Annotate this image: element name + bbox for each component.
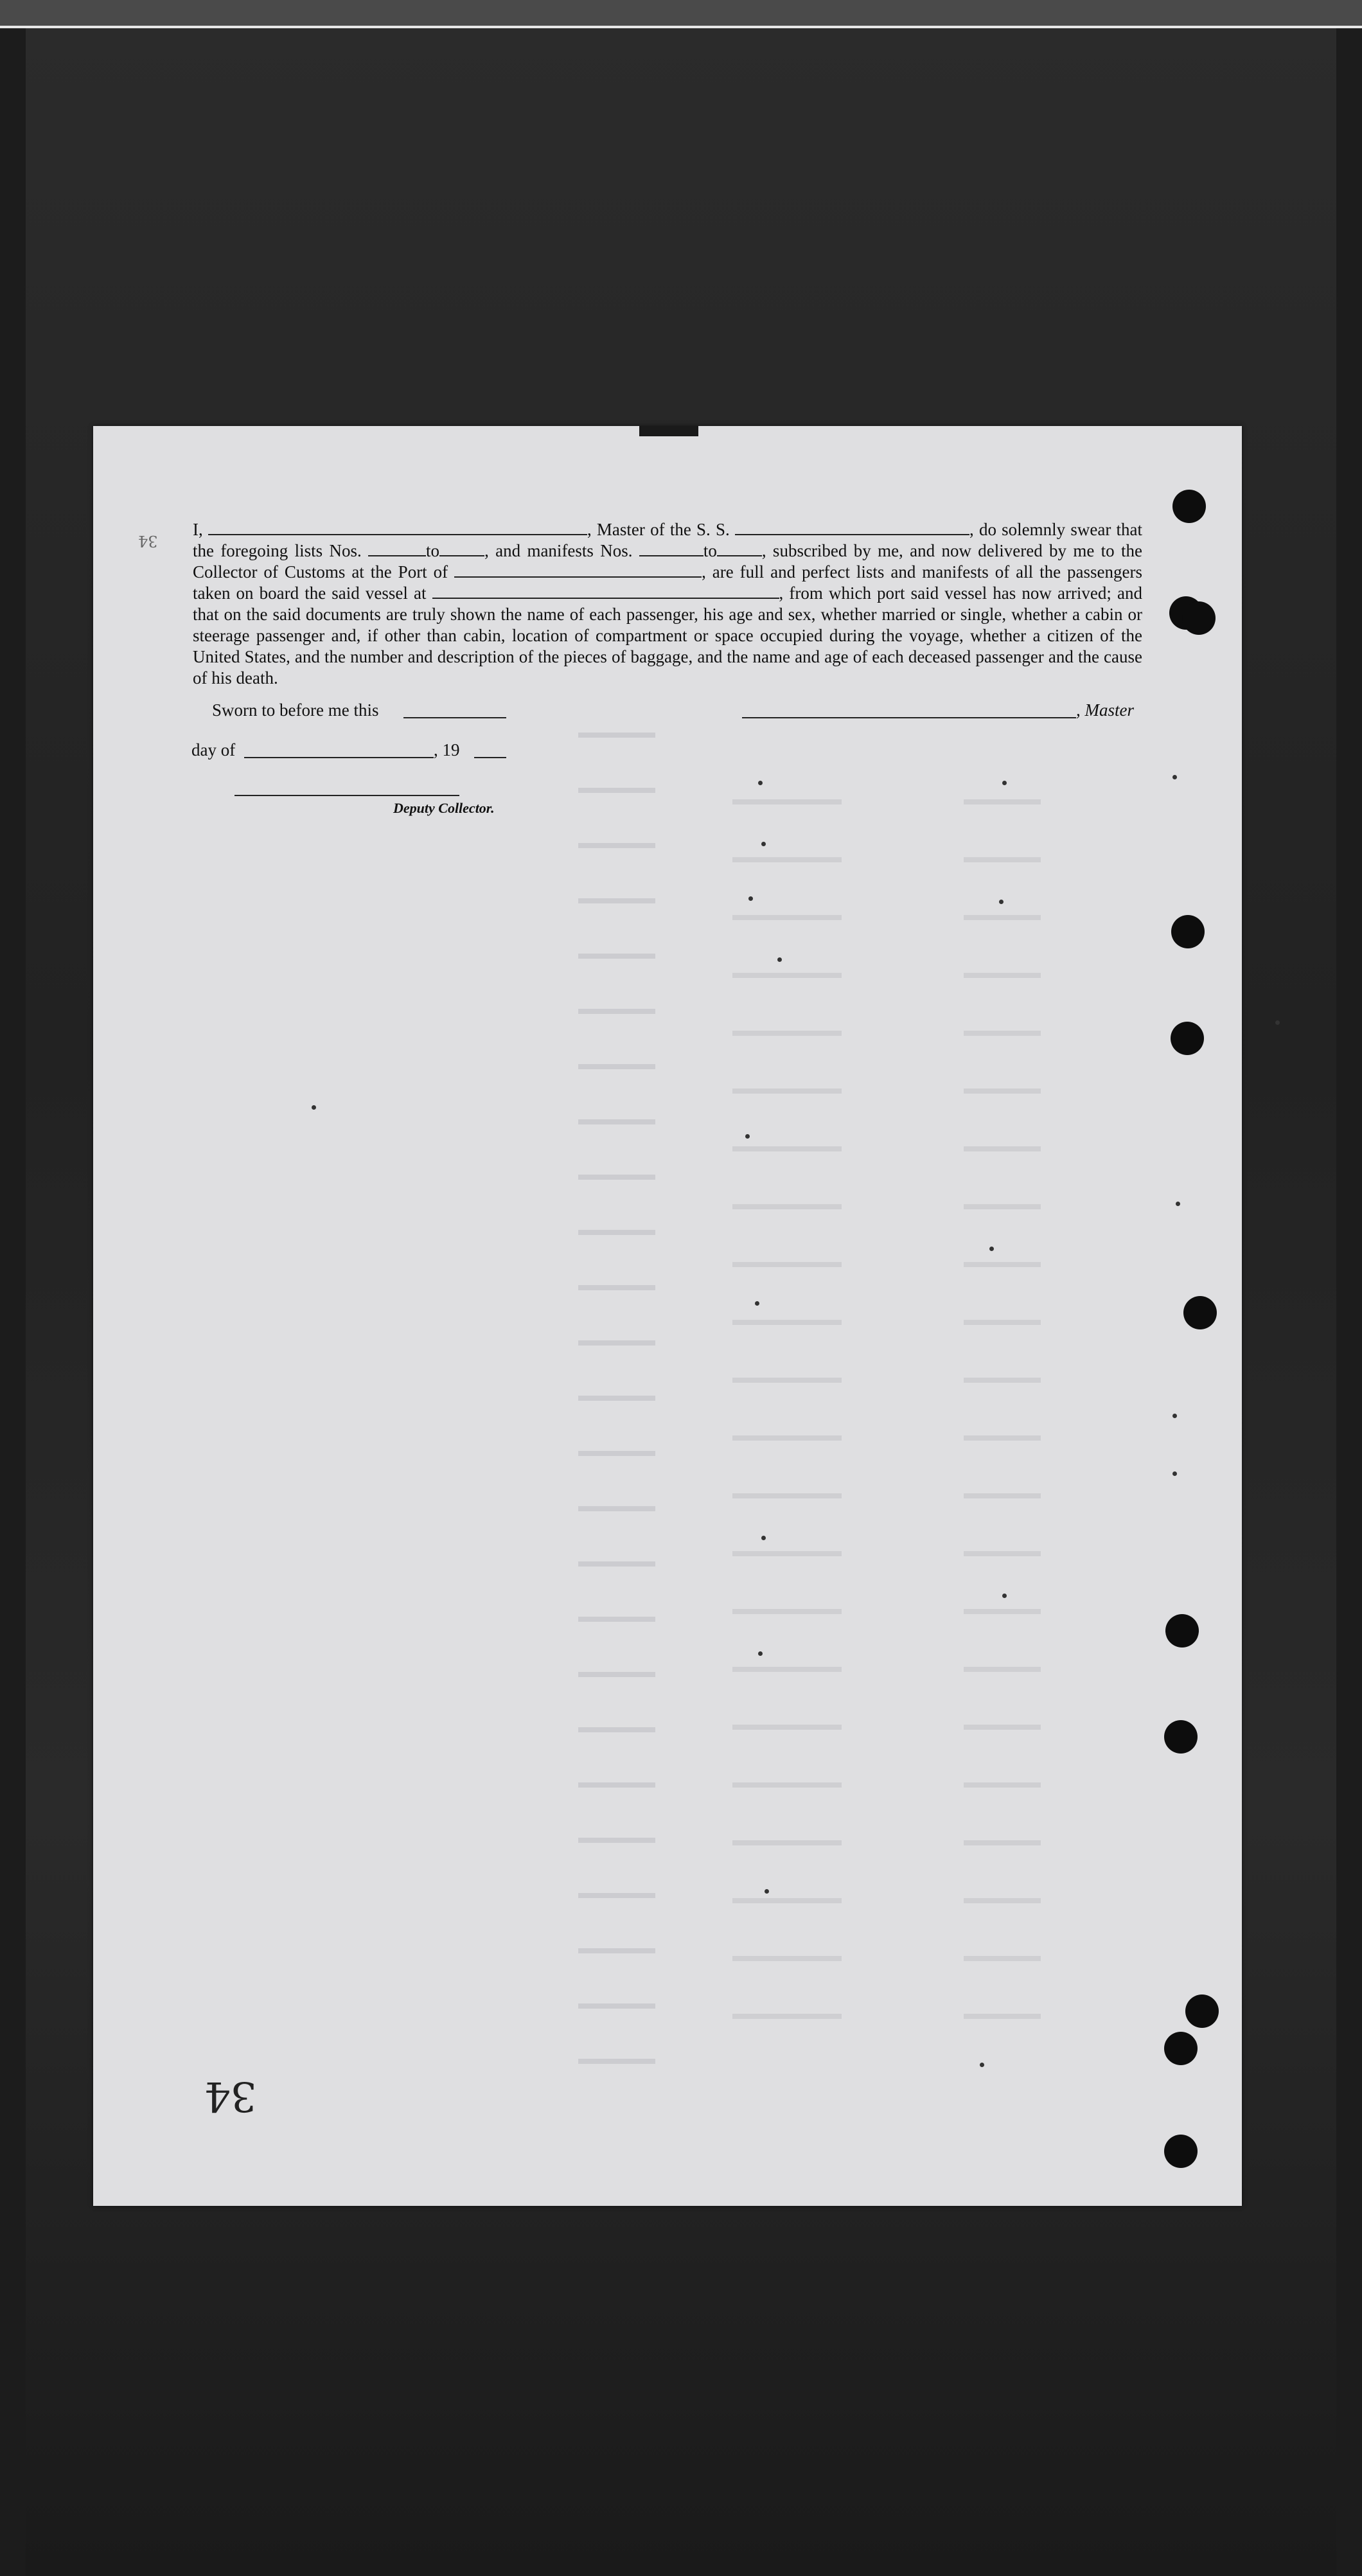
master-label — [1076, 700, 1134, 720]
punch-hole — [1183, 1296, 1217, 1329]
ink-speck — [745, 1134, 750, 1139]
handwritten-margin-mark: 34 — [138, 532, 158, 550]
ink-speck — [1275, 1020, 1280, 1025]
day-of-line — [244, 757, 434, 758]
handwritten-page-number: 34 — [204, 2072, 257, 2120]
bleed-through-column — [732, 771, 842, 2069]
ink-speck — [761, 1536, 766, 1540]
ink-speck — [758, 781, 763, 785]
oath-text-2: , Master of the S. S. — [587, 520, 730, 539]
ink-speck — [1002, 781, 1007, 785]
lists-to-blank — [439, 542, 484, 556]
deputy-collector-label: Deputy Collector. — [393, 800, 495, 816]
ink-speck — [748, 896, 753, 901]
ink-speck — [758, 1651, 763, 1656]
ink-speck — [1172, 775, 1177, 779]
oath-text-5: , and manifests Nos. — [484, 541, 633, 560]
oath-text-7: , subscribed by me, and now delivered by me to the Collector of Customs at the Port of — [193, 541, 1142, 582]
ink-speck — [980, 2063, 984, 2067]
oath-text-1: I, — [193, 520, 203, 539]
document-sheet — [93, 426, 1242, 2206]
oath-text-8: , are full and perfect lists and manifests of all the passengers taken on board the said vessel at — [193, 562, 1142, 603]
binding-tab — [639, 426, 698, 436]
deputy-signature-line — [234, 795, 459, 796]
bleed-through-column — [578, 707, 655, 2069]
oath-text-3: , do solemnly swear that the foregoing lists Nos. — [193, 520, 1143, 560]
punch-hole — [1165, 1614, 1199, 1648]
master-name-blank — [208, 521, 587, 535]
sworn-label: Sworn to before me this — [212, 700, 379, 720]
punch-hole — [1172, 490, 1206, 523]
master-label-text: , Master — [1076, 700, 1134, 720]
ink-speck — [765, 1889, 769, 1894]
oath-text-4: to — [426, 541, 440, 560]
ink-speck — [312, 1105, 316, 1110]
vessel-name-blank — [735, 521, 969, 535]
punch-hole — [1182, 601, 1216, 635]
ink-speck — [999, 900, 1004, 904]
sworn-date-line — [403, 717, 506, 718]
punch-hole — [1171, 1022, 1204, 1055]
punch-hole — [1164, 1720, 1198, 1754]
punch-hole — [1171, 915, 1205, 948]
scan-top-edge — [0, 0, 1362, 28]
departure-port-blank — [432, 585, 779, 599]
ink-speck — [755, 1301, 759, 1306]
year-line — [474, 757, 506, 758]
manifests-from-blank — [639, 542, 703, 556]
punch-hole — [1185, 1994, 1219, 2028]
ink-speck — [1176, 1202, 1180, 1206]
master-signature-line — [742, 717, 1076, 718]
day-of-label: day of — [191, 740, 236, 759]
punch-hole — [1164, 2135, 1198, 2168]
ink-speck — [1172, 1414, 1177, 1418]
ink-speck — [777, 957, 782, 962]
lists-from-blank — [368, 542, 426, 556]
bleed-through-column — [964, 771, 1041, 2069]
port-blank — [454, 564, 702, 578]
ink-speck — [989, 1247, 994, 1251]
oath-text-6: to — [703, 541, 717, 560]
manifests-to-blank — [717, 542, 762, 556]
punch-hole — [1164, 2032, 1198, 2065]
year-label: , 19 — [434, 740, 460, 759]
oath-paragraph — [193, 519, 1142, 689]
ink-speck — [1172, 1471, 1177, 1476]
ink-speck — [761, 842, 766, 846]
oath-text-9: , from which port said vessel has now arrived; and that on the said documents are truly shown the name of each passenger, his age and sex, whether married or single, whether a cabin or steerage passenger and, if other than cabin, location of compartment or space occupied during the voyage, whether a citizen of the United States, and the number and description of the pieces of baggage, and the name and age of each deceased passenger and the cause of his death. — [193, 583, 1142, 688]
ink-speck — [1002, 1594, 1007, 1598]
